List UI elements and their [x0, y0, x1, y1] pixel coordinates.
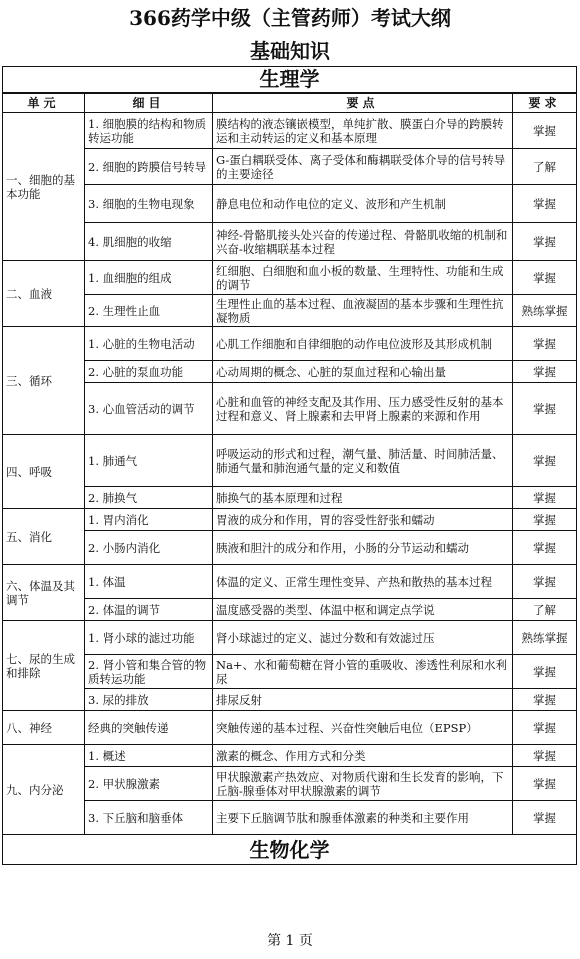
item-cell: 1. 肺通气 — [85, 435, 213, 487]
table-row — [3, 531, 577, 565]
section-title-biochemistry: 生物化学 — [3, 835, 577, 865]
requirement-cell: 熟练掌握 — [513, 621, 577, 655]
table-row — [3, 113, 577, 149]
requirement-cell: 熟练掌握 — [513, 295, 577, 327]
item-cell: 1. 概述 — [85, 745, 213, 767]
unit-name: 五、消化 — [3, 509, 85, 565]
item-cell: 2. 甲状腺激素 — [85, 767, 213, 801]
table-row — [3, 655, 577, 689]
points-cell: 甲状腺激素产热效应、对物质代谢和生长发育的影响，下丘脑-腺垂体对甲状腺激素的调节 — [213, 767, 513, 801]
table-row — [3, 801, 577, 835]
unit-name: 六、体温及其调节 — [3, 565, 85, 621]
points-cell: 生理性止血的基本过程、血液凝固的基本步骤和生理性抗凝物质 — [213, 295, 513, 327]
section-header-biochemistry — [3, 835, 577, 865]
table-row — [3, 487, 577, 509]
points-cell: 心动周期的概念、心脏的泵血过程和心输出量 — [213, 361, 513, 383]
requirement-cell: 掌握 — [513, 487, 577, 509]
points-cell: G-蛋白耦联受体、离子受体和酶耦联受体介导的信号转导的主要途径 — [213, 149, 513, 185]
requirement-cell: 掌握 — [513, 655, 577, 689]
item-cell: 4. 肌细胞的收缩 — [85, 223, 213, 261]
points-cell: 静息电位和动作电位的定义、波形和产生机制 — [213, 185, 513, 223]
table-row — [3, 295, 577, 327]
points-cell: 突触传递的基本过程、兴奋性突触后电位（EPSP） — [213, 711, 513, 745]
item-cell: 2. 心脏的泵血功能 — [85, 361, 213, 383]
section-header-physiology — [3, 67, 577, 93]
header-item: 细目 — [85, 93, 213, 113]
points-cell: 神经-骨骼肌接头处兴奋的传递过程、骨骼肌收缩的机制和兴奋-收缩耦联基本过程 — [213, 223, 513, 261]
requirement-cell: 掌握 — [513, 531, 577, 565]
unit-name: 二、血液 — [3, 261, 85, 327]
syllabus-table — [2, 66, 577, 865]
table-row — [3, 509, 577, 531]
points-cell: Na+、水和葡萄糖在肾小管的重吸收、渗透性利尿和水利尿 — [213, 655, 513, 689]
requirement-cell: 掌握 — [513, 223, 577, 261]
table-row — [3, 767, 577, 801]
item-cell: 1. 体温 — [85, 565, 213, 599]
points-cell: 主要下丘脑调节肽和腺垂体激素的种类和主要作用 — [213, 801, 513, 835]
item-cell: 1. 胃内消化 — [85, 509, 213, 531]
item-cell: 2. 肾小管和集合管的物质转运功能 — [85, 655, 213, 689]
requirement-cell: 掌握 — [513, 767, 577, 801]
unit-name: 三、循环 — [3, 327, 85, 435]
table-row — [3, 599, 577, 621]
requirement-cell: 掌握 — [513, 383, 577, 435]
requirement-cell: 掌握 — [513, 261, 577, 295]
unit-name: 七、尿的生成和排除 — [3, 621, 85, 711]
item-cell: 1. 心脏的生物电活动 — [85, 327, 213, 361]
points-cell: 激素的概念、作用方式和分类 — [213, 745, 513, 767]
table-row — [3, 261, 577, 295]
requirement-cell: 掌握 — [513, 745, 577, 767]
document-subtitle: 基础知识 — [250, 39, 330, 63]
requirement-cell: 了解 — [513, 599, 577, 621]
item-cell: 1. 血细胞的组成 — [85, 261, 213, 295]
item-cell: 3. 心血管活动的调节 — [85, 383, 213, 435]
table-row — [3, 621, 577, 655]
item-cell: 2. 细胞的跨膜信号转导 — [85, 149, 213, 185]
item-cell: 2. 生理性止血 — [85, 295, 213, 327]
requirement-cell: 掌握 — [513, 565, 577, 599]
document-title: 366药学中级（主管药师）考试大纲 — [129, 6, 451, 30]
points-cell: 肺换气的基本原理和过程 — [213, 487, 513, 509]
requirement-cell: 了解 — [513, 149, 577, 185]
item-cell: 2. 肺换气 — [85, 487, 213, 509]
points-cell: 呼吸运动的形式和过程，潮气量、肺活量、时间肺活量、肺通气量和肺泡通气量的定义和数值 — [213, 435, 513, 487]
unit-name: 九、内分泌 — [3, 745, 85, 835]
table-row — [3, 327, 577, 361]
table-row — [3, 185, 577, 223]
header-points: 要点 — [213, 93, 513, 113]
table-row — [3, 689, 577, 711]
section-title-physiology: 生理学 — [3, 67, 577, 93]
unit-name: 四、呼吸 — [3, 435, 85, 509]
points-cell: 红细胞、白细胞和血小板的数量、生理特性、功能和生成的调节 — [213, 261, 513, 295]
item-cell: 3. 细胞的生物电现象 — [85, 185, 213, 223]
requirement-cell: 掌握 — [513, 113, 577, 149]
requirement-cell: 掌握 — [513, 435, 577, 487]
table-row — [3, 745, 577, 767]
item-cell: 2. 体温的调节 — [85, 599, 213, 621]
table-row — [3, 361, 577, 383]
points-cell: 膜结构的液态镶嵌模型，单纯扩散、膜蛋白介导的跨膜转运和主动转运的定义和基本原理 — [213, 113, 513, 149]
requirement-cell: 掌握 — [513, 801, 577, 835]
item-cell: 2. 小肠内消化 — [85, 531, 213, 565]
requirement-cell: 掌握 — [513, 689, 577, 711]
unit-name: 八、神经 — [3, 711, 85, 745]
header-requirement: 要求 — [513, 93, 577, 113]
unit-name: 一、细胞的基本功能 — [3, 113, 85, 261]
table-row — [3, 711, 577, 745]
item-cell: 3. 下丘脑和脑垂体 — [85, 801, 213, 835]
column-header-row — [3, 93, 577, 113]
table-row — [3, 435, 577, 487]
item-cell: 经典的突触传递 — [85, 711, 213, 745]
header-unit: 单元 — [3, 93, 85, 113]
table-row — [3, 223, 577, 261]
item-cell: 1. 肾小球的滤过功能 — [85, 621, 213, 655]
requirement-cell: 掌握 — [513, 185, 577, 223]
points-cell: 心肌工作细胞和自律细胞的动作电位波形及其形成机制 — [213, 327, 513, 361]
item-cell: 3. 尿的排放 — [85, 689, 213, 711]
requirement-cell: 掌握 — [513, 509, 577, 531]
requirement-cell: 掌握 — [513, 361, 577, 383]
item-cell: 1. 细胞膜的结构和物质转运功能 — [85, 113, 213, 149]
page-number: 第 1 页 — [267, 933, 313, 949]
table-row — [3, 383, 577, 435]
points-cell: 胃液的成分和作用，胃的容受性舒张和蠕动 — [213, 509, 513, 531]
points-cell: 胰液和胆汁的成分和作用，小肠的分节运动和蠕动 — [213, 531, 513, 565]
table-row — [3, 149, 577, 185]
points-cell: 排尿反射 — [213, 689, 513, 711]
points-cell: 温度感受器的类型、体温中枢和调定点学说 — [213, 599, 513, 621]
requirement-cell: 掌握 — [513, 327, 577, 361]
table-row — [3, 565, 577, 599]
points-cell: 体温的定义、正常生理性变异、产热和散热的基本过程 — [213, 565, 513, 599]
points-cell: 肾小球滤过的定义、滤过分数和有效滤过压 — [213, 621, 513, 655]
points-cell: 心脏和血管的神经支配及其作用、压力感受性反射的基本过程和意义、肾上腺素和去甲肾上腺素的来源和作用 — [213, 383, 513, 435]
requirement-cell: 掌握 — [513, 711, 577, 745]
